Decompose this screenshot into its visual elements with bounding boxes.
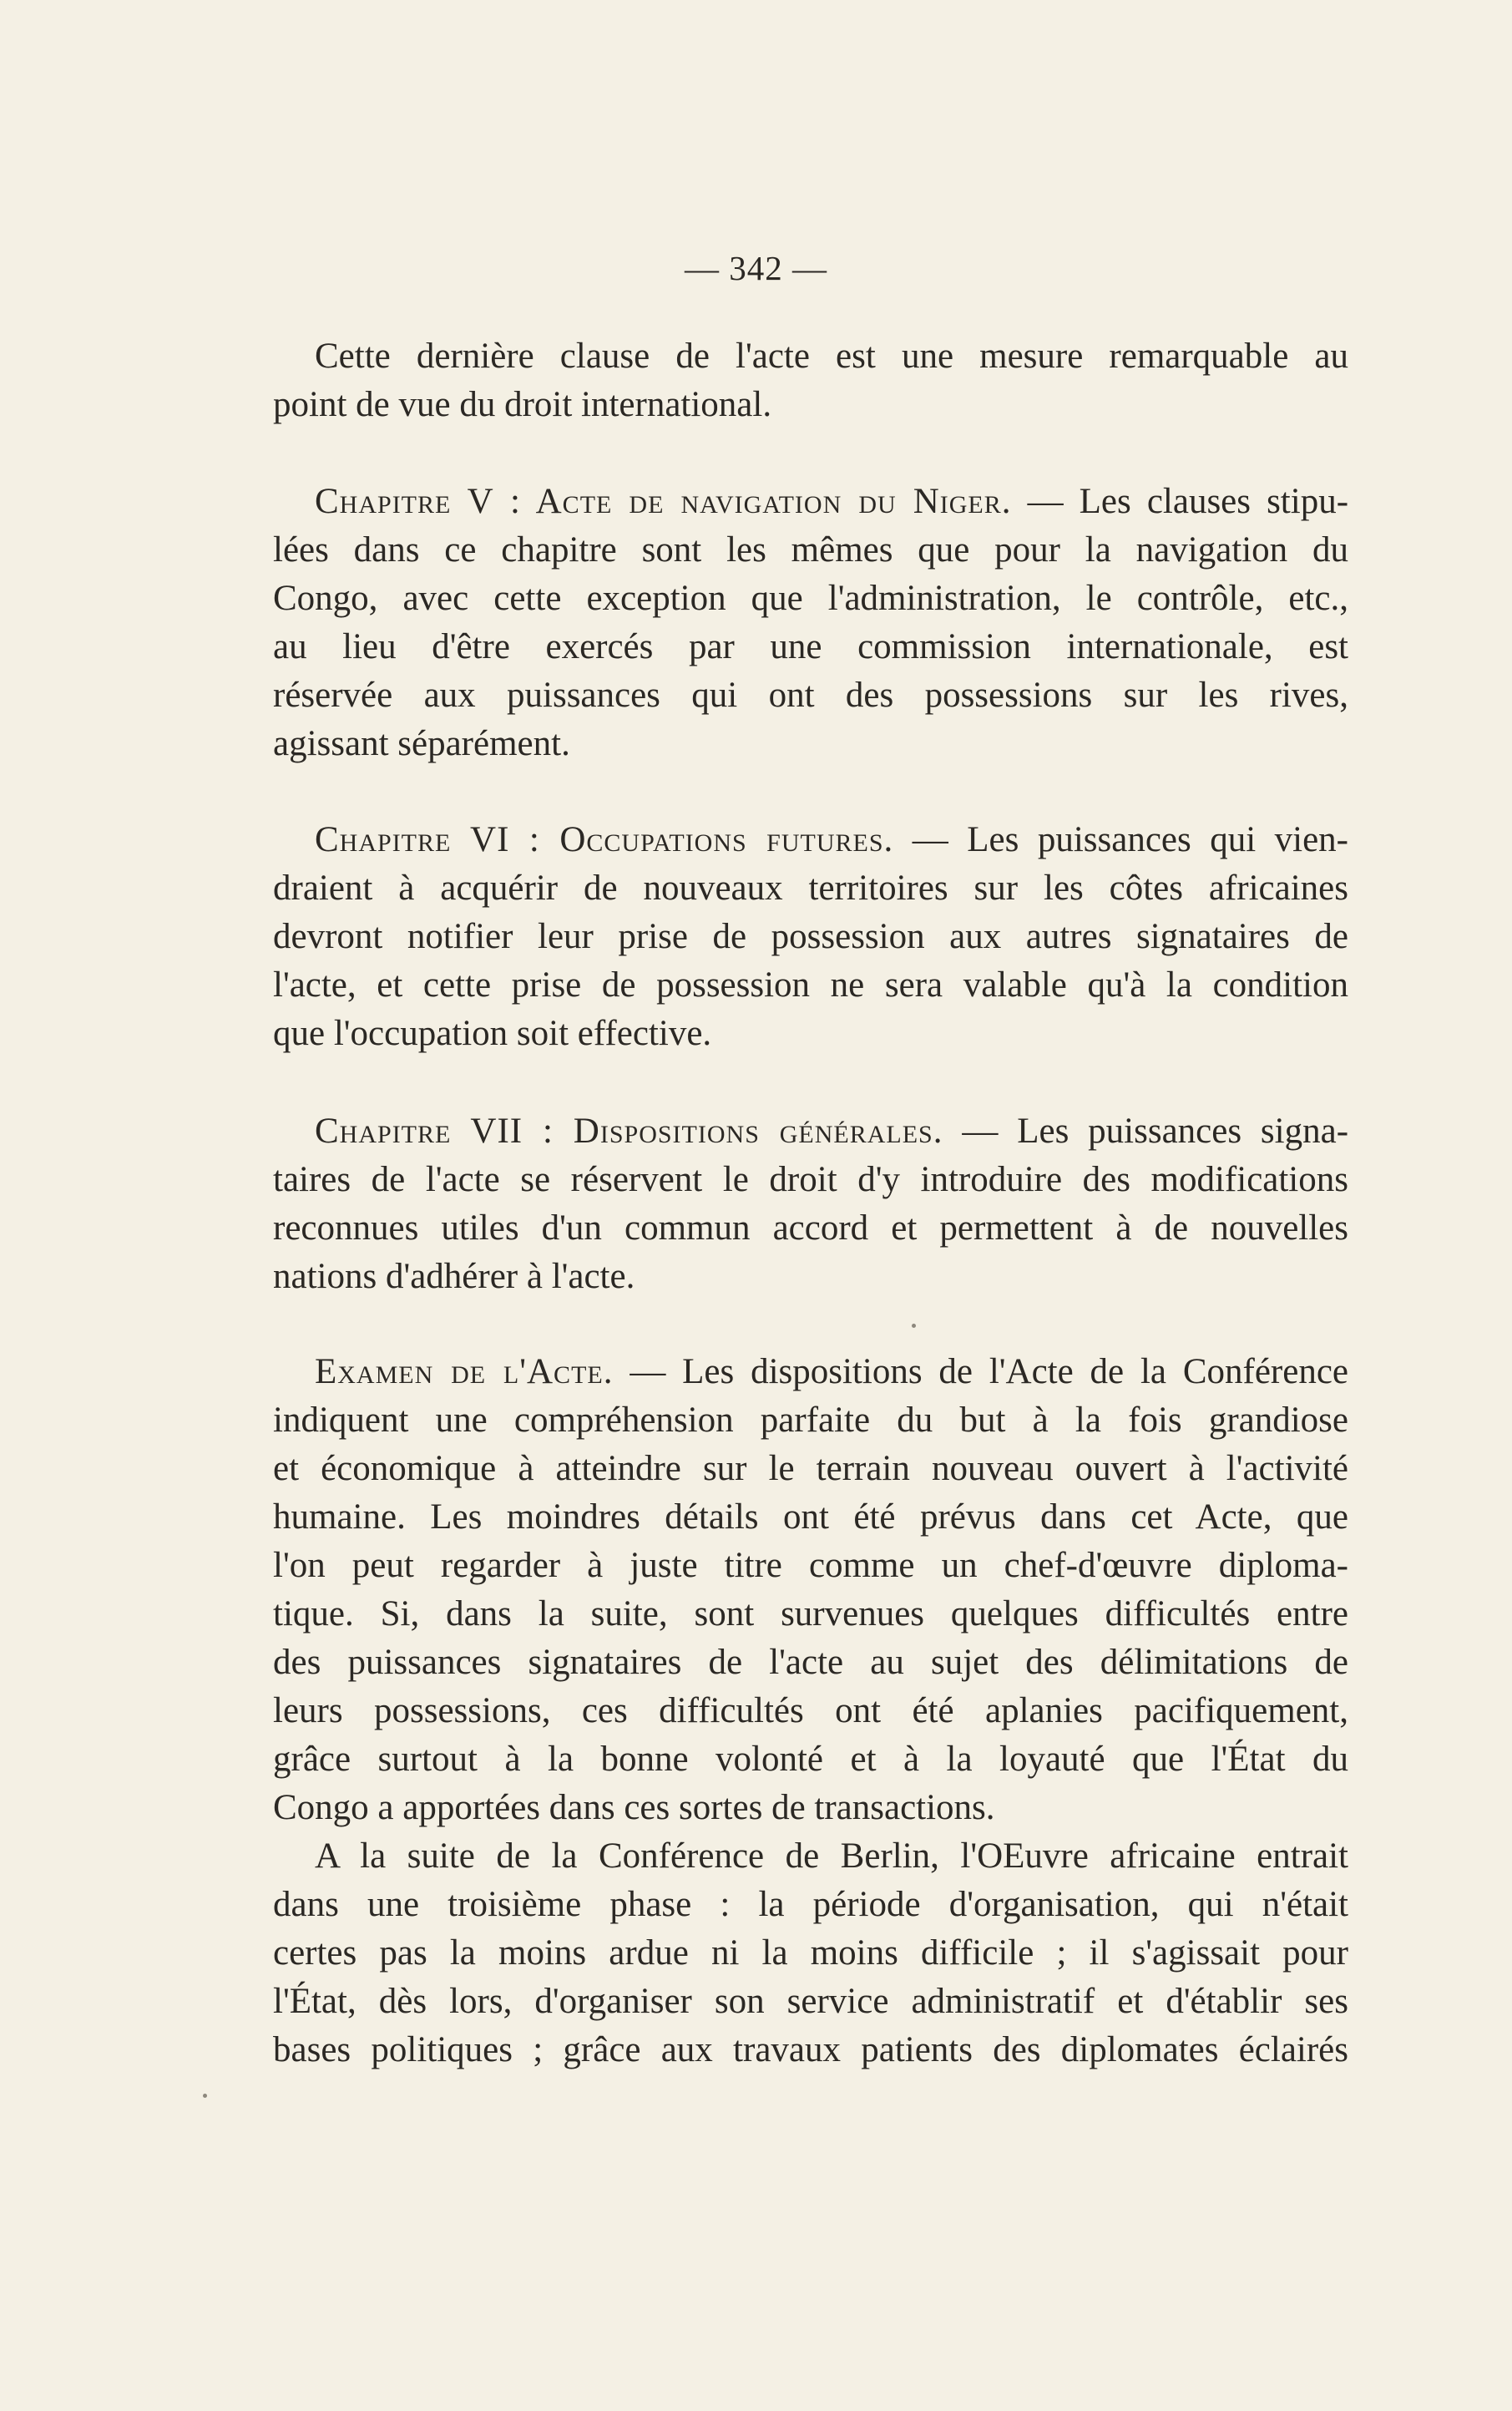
p5-line-1 <box>315 1348 1348 1396</box>
ink-speck <box>912 1324 916 1328</box>
p2-line-3: Congo, avec cette exception que l'administration, le contrôle, etc., <box>273 579 1348 618</box>
chapter-v-heading: Chapitre V : Acte de navigation du Niger. <box>315 482 1012 521</box>
p6-line-4: l'État, dès lors, d'organiser son service administratif et d'établir ses <box>273 1982 1348 2021</box>
p3-line-3: devront notifier leur prise de possession aux autres signataires de <box>273 917 1348 956</box>
p4-line-1-text: — Les puissances signa- <box>962 1112 1348 1151</box>
p5-line-8: leurs possessions, ces difficultés ont été aplanies pacifiquement, <box>273 1691 1348 1730</box>
p5-line-7: des puissances signataires de l'acte au sujet des délimitations de <box>273 1643 1348 1682</box>
p5-line-2: indiquent une compréhension parfaite du but à la fois grandiose <box>273 1401 1348 1440</box>
p3-line-1 <box>315 816 1348 864</box>
p4-line-3: reconnues utiles d'un commun accord et permettent à de nouvelles <box>273 1208 1348 1248</box>
p4-line-1 <box>315 1107 1348 1156</box>
p2-line-5: réservée aux puissances qui ont des possessions sur les rives, <box>273 676 1348 715</box>
p6-line-3: certes pas la moins ardue ni la moins difficile ; il s'agissait pour <box>273 1933 1348 1973</box>
p4-line-4: nations d'adhérer à l'acte. <box>273 1257 635 1296</box>
p4-line-2: taires de l'acte se réservent le droit d'y introduire des modifications <box>273 1160 1348 1199</box>
chapter-vii-heading: Chapitre VII : Dispositions générales. <box>315 1112 943 1151</box>
p6-line-2: dans une troisième phase : la période d'organisation, qui n'était <box>273 1885 1348 1924</box>
p2-line-4: au lieu d'être exercés par une commission internationale, est <box>273 627 1348 666</box>
p5-line-3: et économique à atteindre sur le terrain nouveau ouvert à l'activité <box>273 1449 1348 1488</box>
p5-line-1-text: — Les dispositions de l'Acte de la Conférence <box>630 1352 1348 1391</box>
page-number: — 342 — <box>685 249 827 287</box>
p3-line-4: l'acte, et cette prise de possession ne sera valable qu'à la condition <box>273 965 1348 1005</box>
p3-line-1-text: — Les puissances qui vien- <box>912 820 1348 859</box>
p2-line-1 <box>315 478 1348 526</box>
p1-line-2: point de vue du droit international. <box>273 385 772 424</box>
p2-line-2: lées dans ce chapitre sont les mêmes que pour la navigation du <box>273 530 1348 570</box>
p3-line-5: que l'occupation soit effective. <box>273 1014 712 1053</box>
p1-line-1: Cette dernière clause de l'acte est une mesure remarquable au <box>315 337 1348 376</box>
p6-line-5: bases politiques ; grâce aux travaux patients des diplomates éclairés <box>273 2030 1348 2069</box>
p5-line-10: Congo a apportées dans ces sortes de transactions. <box>273 1788 995 1827</box>
p3-line-2: draient à acquérir de nouveaux territoires sur les côtes africaines <box>273 869 1348 908</box>
p5-line-6: tique. Si, dans la suite, sont survenues quelques difficultés entre <box>273 1594 1348 1634</box>
p5-line-4: humaine. Les moindres détails ont été prévus dans cet Acte, que <box>273 1497 1348 1537</box>
p5-line-9: grâce surtout à la bonne volonté et à la loyauté que l'État du <box>273 1740 1348 1779</box>
examen-heading: Examen de l'Acte. <box>315 1352 614 1391</box>
p5-line-5: l'on peut regarder à juste titre comme un chef-d'œuvre diploma- <box>273 1546 1348 1585</box>
ink-speck-margin <box>203 2094 207 2098</box>
p6-line-1: A la suite de la Conférence de Berlin, l'OEuvre africaine entrait <box>315 1836 1348 1876</box>
p2-line-6: agissant séparément. <box>273 724 570 763</box>
p2-line-1-text: — Les clauses stipu- <box>1027 482 1348 521</box>
chapter-vi-heading: Chapitre VI : Occupations futures. <box>315 820 894 859</box>
